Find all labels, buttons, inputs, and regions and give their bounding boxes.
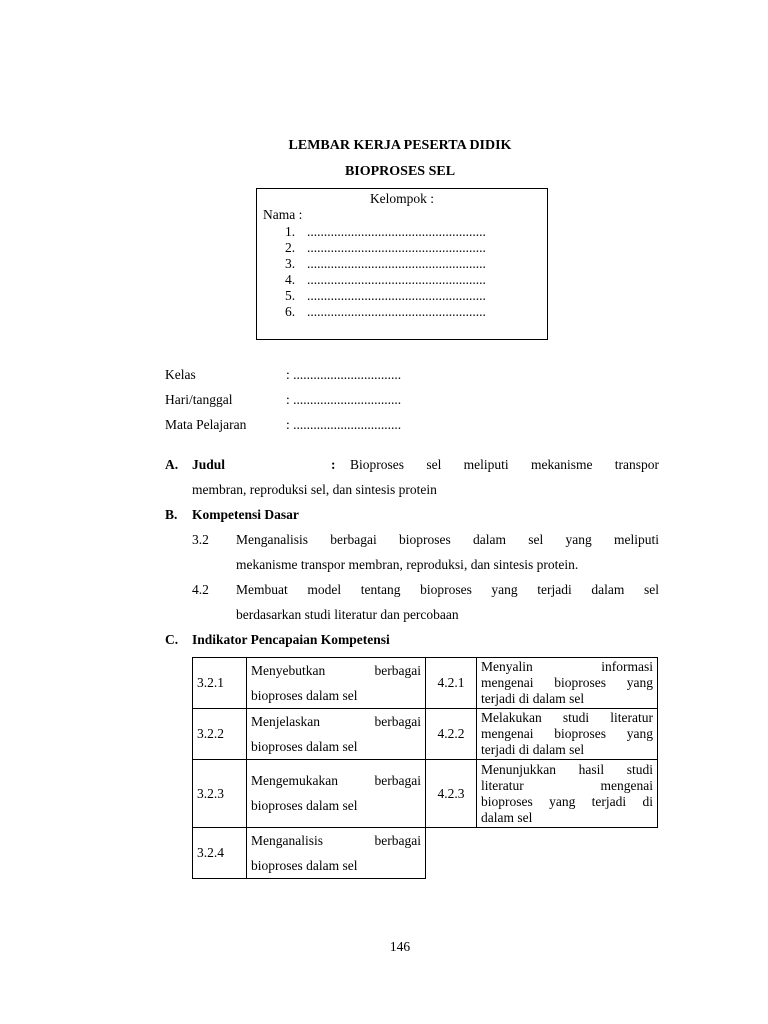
table-row: [193, 828, 658, 879]
indicator-code: 3.2.2: [193, 709, 247, 760]
empty-cell: [426, 828, 658, 879]
kd-text-line2: berdasarkan studi literatur dan percobaan: [236, 607, 459, 622]
nama-label: Nama :: [263, 207, 303, 222]
section-a-heading: Judul: [192, 457, 226, 472]
indicator-code: 4.2.1: [426, 658, 477, 709]
indicator-code: 3.2.1: [193, 658, 247, 709]
section-c-letter: C.: [165, 632, 179, 647]
indicator-text: Mengemukakan berbagai bioproses dalam sel: [247, 760, 426, 828]
kd-text-line2: mekanisme transpor membran, reproduksi, dan sintesis protein.: [236, 557, 579, 572]
section-a-letter: A.: [165, 457, 179, 472]
kelas-label: Kelas: [165, 367, 196, 382]
mata-pelajaran-label: Mata Pelajaran: [165, 417, 247, 432]
indicator-text: Menunjukkan hasil studi literatur mengenai bioproses yang terjadi di dalam sel: [477, 760, 658, 828]
indicator-code: 4.2.2: [426, 709, 477, 760]
member-line: 4. .....................................................: [285, 272, 486, 287]
indicator-text: Menganalisis berbagai bioproses dalam sel: [247, 828, 426, 879]
indicator-code: 3.2.3: [193, 760, 247, 828]
member-line: 6. .....................................................: [285, 304, 486, 319]
hari-tanggal-label: Hari/tanggal: [165, 392, 233, 407]
indicator-code: 4.2.3: [426, 760, 477, 828]
kd-number: 3.2: [192, 532, 209, 547]
kd-text-line1: Membuat model tentang bioproses yang terjadi dalam sel: [236, 582, 659, 597]
table-row: [193, 760, 658, 828]
section-c-heading: Indikator Pencapaian Kompetensi: [192, 632, 390, 647]
kelompok-label: Kelompok :: [369, 191, 435, 206]
section-a-colon: :: [331, 457, 336, 472]
section-b-letter: B.: [165, 507, 178, 522]
table-row: [193, 658, 658, 709]
page-number: 146: [389, 939, 411, 954]
member-line: 3. .....................................................: [285, 256, 486, 271]
member-line: 2. .....................................................: [285, 240, 486, 255]
kd-text-line1: Menganalisis berbagai bioproses dalam sel yang meliputi: [236, 532, 659, 547]
indicator-text: Menyebutkan berbagai bioproses dalam sel: [247, 658, 426, 709]
section-a-text-line1: Bioproses sel meliputi mekanisme transpor: [350, 457, 659, 472]
member-line: 1. .....................................................: [285, 224, 486, 239]
table-row: [193, 709, 658, 760]
kelas-field: : ................................: [286, 367, 402, 382]
section-a-text-line2: membran, reproduksi sel, dan sintesis protein: [192, 482, 437, 497]
kd-number: 4.2: [192, 582, 209, 597]
indicator-text: Melakukan studi literatur mengenai bioproses yang terjadi di dalam sel: [477, 709, 658, 760]
indicator-table: [192, 657, 658, 879]
page-title: LEMBAR KERJA PESERTA DIDIK: [288, 138, 512, 153]
group-box: [256, 188, 548, 340]
mata-pelajaran-field: : ................................: [286, 417, 402, 432]
section-b-heading: Kompetensi Dasar: [192, 507, 299, 522]
hari-tanggal-field: : ................................: [286, 392, 402, 407]
indicator-text: Menjelaskan berbagai bioproses dalam sel: [247, 709, 426, 760]
indicator-text: Menyalin informasi mengenai bioproses yang terjadi di dalam sel: [477, 658, 658, 709]
indicator-code: 3.2.4: [193, 828, 247, 879]
page-subtitle: BIOPROSES SEL: [344, 164, 456, 179]
member-line: 5. .....................................................: [285, 288, 486, 303]
